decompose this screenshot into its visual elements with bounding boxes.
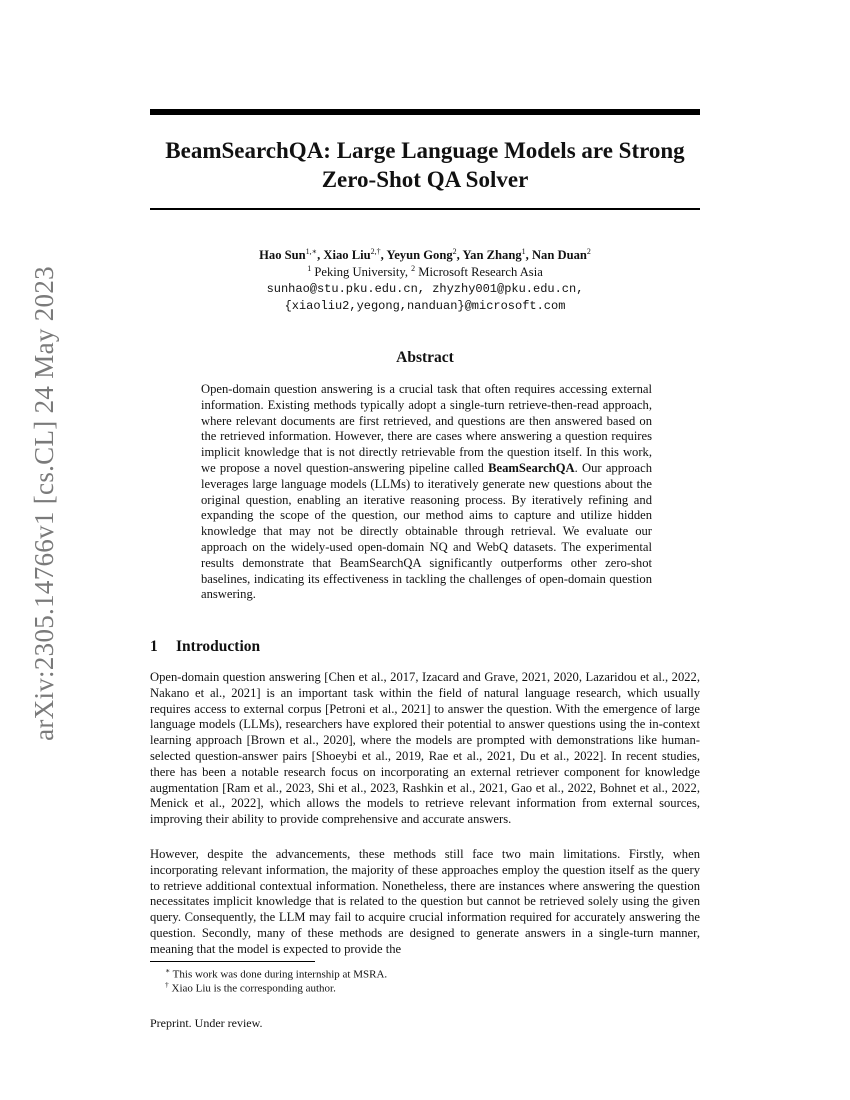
arxiv-identifier-stamp [14,262,74,744]
affiliation-peking: Peking University, [314,265,408,279]
footnote-text: This work was done during internship at MSRA. [172,968,388,981]
author-name: Yan Zhang [462,248,522,262]
footnote-mark: † [165,980,169,989]
title-rule-top [150,109,700,115]
section-heading-introduction [150,638,700,656]
author-affiliation-mark: 2 [586,246,591,256]
author-affiliation-mark: 2 [452,246,457,256]
author-name: Nan Duan [531,248,587,262]
paper-title [140,136,710,194]
method-name: BeamSearchQA [488,460,575,475]
author-name: Hao Sun [259,248,306,262]
author-affiliation-mark: 1,∗ [305,246,318,256]
author-emails-line-1: sunhao@stu.pku.edu.cn, zhyzhy001@pku.edu.cn, [266,282,584,296]
affiliation-mark: 1 [307,263,312,273]
footnote-text: Xiao Liu is the corresponding author. [171,982,336,995]
abstract-text [201,382,652,603]
footnote-rule [150,961,315,962]
author-affiliation-mark: 1 [521,246,526,256]
intro-paragraph-1: Open-domain question answering [Chen et al., 2017, Izacard and Grave, 2021, 2020, Lazaridou et al., 2022, Nakano et al., 2021] is an important task within the field of natural language research, which usually requires access to external corpus [Petroni et al., 2021] to answer the question. With the emergence of large language models (LLMs), researchers have explored their potential to answer questions using the in-context learning approach [Brown et al., 2020], where the models are prompted with demonstrations like human-selected question-answer pairs [Shoeybi et al., 2019, Rae et al., 2021, Du et al., 2022]. In recent studies, there has been a notable research focus on incorporating an external retriever component for knowledge augmentation [Ram et al., 2023, Shi et al., 2023, Rashkin et al., 2021, Gao et al., 2022, Bohnet et al., 2022, Menick et al., 2022], which allows the models to retrieve relevant information from external sources, improving their ability to provide comprehensive and accurate answers. [150,670,700,827]
author-affiliations [150,264,700,281]
intro-paragraph-2: However, despite the advancements, these methods still face two main limitations. Firstly, when incorporating relevant information, the majority of these approaches employ the question itself as the query to retrieve additional contextual information. Nonetheless, there are instances where answering the question necessitates implicit knowledge that is related to the question but cannot be retrieved solely using the given query. Consequently, the LLM may fail to acquire crucial information required for accurately answering the question. Secondly, many of these methods are designed to generate answers in a single-turn manner, meaning that the model is expected to provide the [150,847,700,956]
author-names: Hao Sun$^{1,∗}$, Xiao Liu$^{2,\dagger}$, Yeyun Gong$^2$, Yan Zhang$^1$, Nan Duan$^2$ [259,246,591,262]
footnote-mark: ∗ [165,966,171,975]
author-affiliation-mark: 2,† [370,246,381,256]
abstract-heading: Abstract [396,349,454,366]
affiliation-msra: Microsoft Research Asia [418,265,543,279]
preprint-note: Preprint. Under review. [150,1016,263,1030]
arxiv-identifier-text: arXiv:2305.14766v1 [cs.CL] 24 May 2023 [28,265,59,741]
section-number: 1 [150,638,158,655]
title-line-2: Zero-Shot QA Solver [321,167,529,192]
author-name: Xiao Liu [323,248,371,262]
section-title: Introduction [176,638,261,655]
title-line-1: BeamSearchQA: Large Language Models are Strong [165,138,685,163]
footnote-corresponding-author [165,978,700,996]
affiliation-mark: 2 [411,263,416,273]
author-emails-line-2: {xiaoliu2,yegong,nanduan}@microsoft.com [284,299,566,313]
author-name: Yeyun Gong [386,248,453,262]
title-rule-bottom [150,208,700,210]
abstract-text-part-2: . Our approach leverages large language models (LLMs) to iteratively generate new questions about the original question, enabling an iterative reasoning process. By iteratively refining and expanding the scope of the question, our method aims to capture and utilize hidden knowledge that may not be directly obtainable through retrieval. We evaluate our approach on the widely-used open-domain NQ and WebQ datasets. The experimental results demonstrate that BeamSearchQA significantly outperforms other zero-shot baselines, indicating its effectiveness in tackling the challenges of open-domain question answering. [201,460,652,602]
abstract-text-part-1: Open-domain question answering is a crucial task that often requires accessing external information. Existing methods typically adopt a single-turn retrieve-then-read approach, where relevant documents are first retrieved, and questions are then answered based on the retrieved information. However, there are cases where answering a question requires implicit knowledge that is not directly retrievable from the question itself. In this work, we propose a novel question-answering pipeline called [201,382,652,475]
author-block [150,247,700,315]
